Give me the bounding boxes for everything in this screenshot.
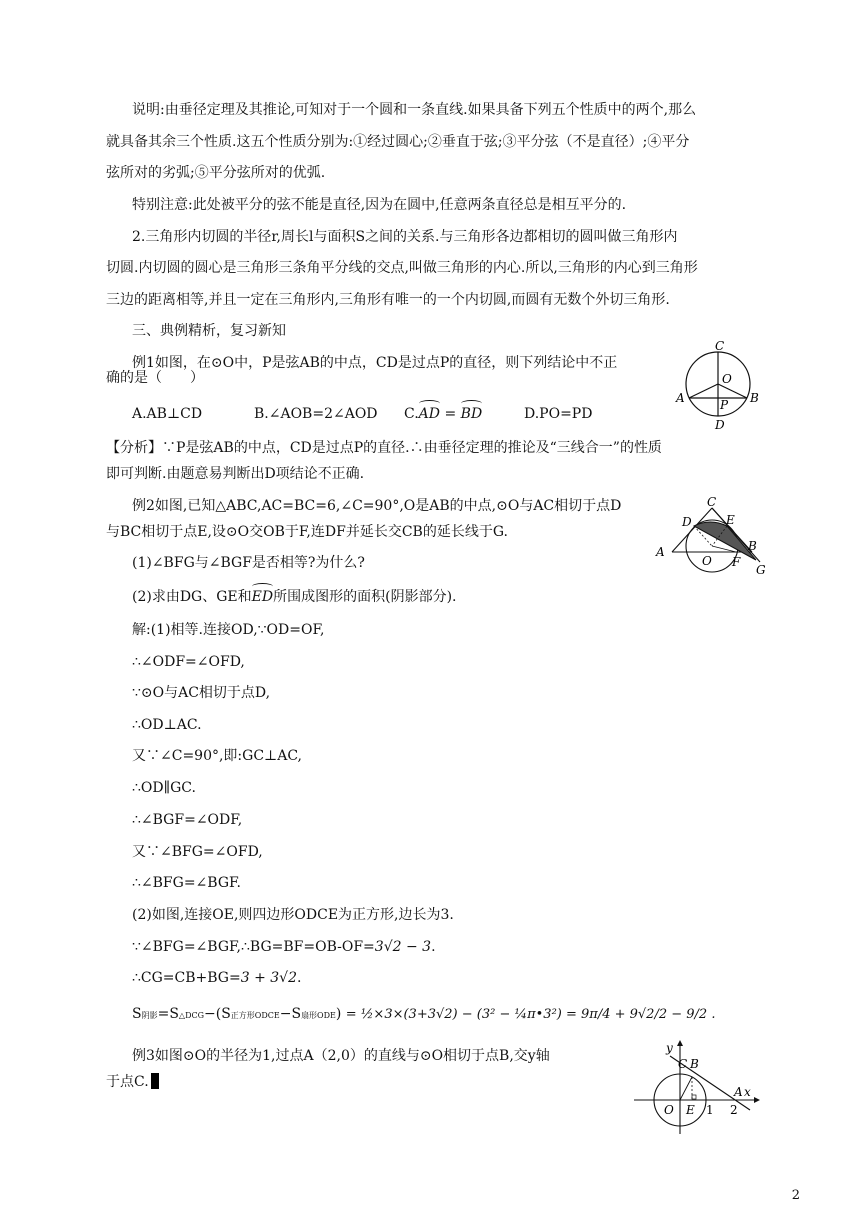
solution-line: ∵⊙O与AC相切于点D,	[132, 685, 271, 701]
option-b: B.∠AOB=2∠AOD	[254, 406, 378, 422]
option-c: C.AD = BD	[404, 406, 483, 422]
solution-line: 又∵∠C=90°,即:GC⊥AC,	[132, 748, 302, 764]
example-2-text: 例2如图,已知△ABC,AC=BC=6,∠C=90°,O是AB的中点,⊙O与AC相切于点D	[132, 498, 622, 514]
example-2-text: 与BC相切于点E,设⊙O交OB于F,连DF并延长交CB的延长线于G.	[106, 524, 508, 540]
label-f: F	[732, 555, 741, 569]
example-1-text: 例1如图，在⊙O中，P是弦AB的中点，CD是过点P的直径，则下列结论中不正	[132, 355, 618, 371]
label-p: P	[720, 398, 729, 412]
solution-line: ∵∠BFG=∠BGF,∴BG=BF=OB-OF=3√2 − 3.	[132, 939, 436, 955]
solution-line: 解:(1)相等.连接OD,∵OD=OF,	[132, 622, 325, 638]
figure-coordinate-circle	[630, 1040, 760, 1136]
label-e: E	[686, 1103, 695, 1117]
label-c: C	[707, 495, 717, 509]
label-d: D	[715, 418, 725, 432]
solution-line: 又∵∠BFG=∠OFD,	[132, 844, 263, 860]
example-3-text: 于点C.	[106, 1072, 159, 1092]
question-2: (2)求由DG、GE和ED所围成图形的面积(阴影部分).	[132, 589, 457, 605]
math-expr: 3 + 3√2	[240, 970, 298, 986]
figure-circle-chord	[674, 338, 764, 432]
para-line: 就具备其余三个性质.这五个性质分别为:①经过圆心;②垂直于弦;③平分弦（不是直径）;④平分	[106, 134, 690, 150]
para-line: 说明:由垂径定理及其推论,可知对于一个圆和一条直线.如果具备下列五个性质中的两个,那么	[132, 102, 697, 118]
section-heading: 三、典例精析，复习新知	[132, 323, 286, 339]
label-x: x	[744, 1085, 751, 1099]
solution-line: ∴CG=CB+BG=3 + 3√2.	[132, 970, 302, 986]
solution-line: (2)如图,连接OE,则四边形ODCE为正方形,边长为3.	[132, 907, 454, 923]
label-one: 1	[706, 1103, 714, 1117]
label-two: 2	[730, 1103, 738, 1117]
para-line: 三边的距离相等,并且一定在三角形内,三角形有唯一的一个内切圆,而圆有无数个外切三角形.	[106, 292, 670, 308]
math-expr: = ½×3×(3+3√2) − (3² − ¼π•3²) = 9π/4 + 9√2/2 − 9/2 .	[345, 1007, 716, 1022]
solution-line: ∴OD⊥AC.	[132, 717, 202, 733]
arc-ed: ED	[251, 589, 274, 605]
math-expr: 3√2 − 3	[374, 939, 432, 955]
para-line: 2.三角形内切圆的半径r,周长l与面积S之间的关系.与三角形各边都相切的圆叫做三角形内	[132, 229, 678, 245]
analysis-text: 即可判断.由题意易判断出D项结论不正确.	[106, 466, 365, 482]
solution-line: ∴∠BFG=∠BGF.	[132, 875, 241, 891]
area-formula: S阴影=S△DCG−(S正方形ODCE−S扇形ODE) = ½×3×(3+3√2) − (3² − ¼π•3²) = 9π/4 + 9√2/2 − 9/2 .	[132, 1006, 716, 1022]
label-a: A	[676, 391, 685, 405]
label-g: G	[756, 563, 766, 577]
solution-line: ∴∠ODF=∠OFD,	[132, 654, 245, 670]
label-b: B	[690, 1057, 699, 1071]
analysis-text: 【分析】∵P是弦AB的中点，CD是过点P的直径.∴由垂径定理的推论及“三线合一”的性质	[106, 440, 662, 456]
page-number: 2	[791, 1188, 800, 1203]
example-1-text: 确的是（ ）	[106, 370, 204, 386]
option-a: A.AB⊥CD	[132, 406, 203, 422]
label-o: O	[664, 1103, 674, 1117]
solution-line: ∴OD∥GC.	[132, 780, 196, 796]
label-o: O	[702, 554, 712, 568]
label-a: A	[734, 1085, 743, 1099]
label-a: A	[656, 545, 665, 559]
text-cursor	[151, 1073, 159, 1089]
label-b: B	[748, 539, 757, 553]
label-y: y	[666, 1041, 673, 1055]
label-c: C	[715, 339, 725, 353]
label-d: D	[682, 515, 692, 529]
para-line: 弦所对的劣弧;⑤平分弦所对的优弧.	[106, 165, 326, 181]
solution-line: ∴∠BGF=∠ODF,	[132, 812, 243, 828]
label-o: O	[722, 372, 732, 386]
figure-triangle-circle	[652, 494, 772, 578]
label-b: B	[750, 391, 759, 405]
question-1: (1)∠BFG与∠BGF是否相等?为什么?	[132, 555, 365, 571]
example-3-text: 例3如图⊙O的半径为1,过点A（2,0）的直线与⊙O相切于点B,交y轴	[132, 1048, 550, 1064]
arc-ad: AD	[418, 406, 441, 422]
arc-bd: BD	[460, 406, 483, 422]
label-e: E	[726, 513, 735, 527]
para-line: 特别注意:此处被平分的弦不能是直径,因为在圆中,任意两条直径总是相互平分的.	[132, 197, 627, 213]
label-c: C	[678, 1057, 688, 1071]
para-line: 切圆.内切圆的圆心是三角形三条角平分线的交点,叫做三角形的内心.所以,三角形的内心到三角形	[106, 260, 698, 276]
option-d: D.PO=PD	[524, 406, 593, 422]
